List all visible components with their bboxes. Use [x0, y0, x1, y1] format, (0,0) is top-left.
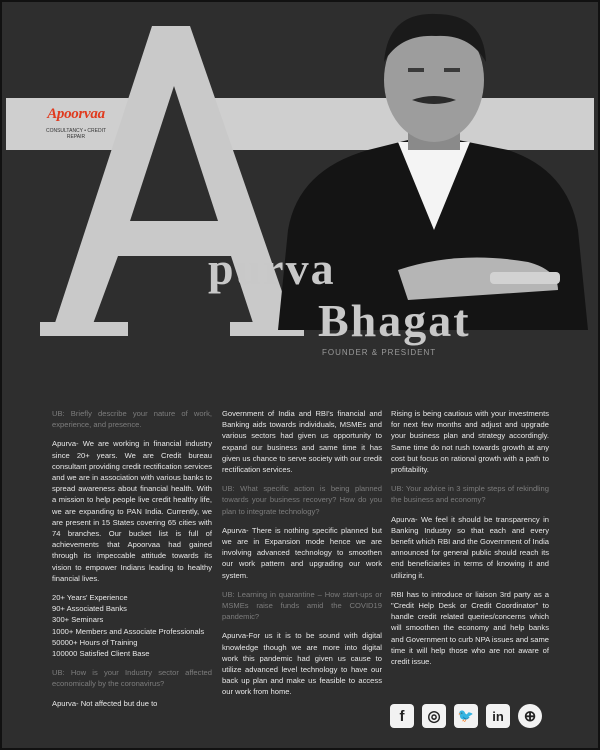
answer: Apurva- We feel it should be transparency in Banking Industry so that each and every benefit which RBI and the Government of India announced for general public should reach its end beneficiaries in terms of knowing it and utilizing it.: [391, 514, 549, 580]
facebook-icon[interactable]: f: [390, 704, 414, 728]
question: UB: Briefly describe your nature of work, experience, and presence.: [52, 409, 212, 430]
twitter-icon[interactable]: 🐦: [454, 704, 478, 728]
answer: Apurva- We are working in financial industry since 20+ years. We are Credit bureau consultant providing credit rectification services and we are in association with various banks to spread awareness about financial health. With a mission to help people live credit healthy life, we are expanding to PAN India. Currently, we are present in 15 States covering 65 cities with 74 branches. Our bucket list is full of achievements that Apoorvaa had gained through its impeccable attitude towards its vision to empower Indians leading to healthy financial lives.: [52, 439, 212, 583]
question: UB: What specific action is being planned towards your business recovery? How do you plan to integrate technology?: [222, 484, 382, 516]
answer: Government of India and RBI's financial and Banking aids towards individuals, MSMEs and various sectors had given us opportunity to expand our business and same time it has given us chance to serve society with our credit rectification services.: [222, 409, 382, 475]
question: UB: How is your Industry sector affected economically by the coronavirus?: [52, 668, 212, 689]
logo-tagline: CONSULTANCY • CREDIT REPAIR: [45, 128, 107, 140]
name-first: purva: [208, 243, 336, 294]
stats-list: [52, 592, 212, 659]
column-3: [391, 408, 549, 675]
answer: Apurva-For us it is to be sound with digital knowledge though we are more into digital work this pandemic had given us cause to utilize advanced level technology to have our back up plan and make us feasible to access our work from home.: [222, 631, 382, 697]
social-links: [390, 704, 542, 728]
stat-item: 90+ Associated Banks: [52, 604, 127, 614]
question: UB: Your advice in 3 simple steps of rekindling the business and economy?: [391, 484, 549, 505]
stat-item: 20+ Years' Experience: [52, 593, 128, 603]
answer: Rising is being cautious with your investments for next few months and adjust and upgrade your business plan and strategy accordingly. Same time do not rush towards growth at any cost but focus on rational growth with a path to profitability.: [391, 409, 549, 475]
apoorvaa-logo: [40, 104, 112, 144]
stat-item: 50000+ Hours of Training: [52, 637, 138, 647]
question: UB: Learning in quarantine – How start-ups or MSMEs raise funds amid the COVID19 pandemic?: [222, 589, 382, 622]
answer: RBI has to introduce or liaison 3rd party as a "Credit Help Desk or Credit Coordinator" to handle credit related queries/concerns which will smoothen the economy and help banks and Government to curb NPA issues and same time it will help those who are not aware of credit issue.: [391, 589, 549, 667]
column-2: [222, 408, 382, 706]
instagram-icon[interactable]: ◎: [422, 704, 446, 728]
stat-item: 1000+ Members and Associate Professionals: [52, 626, 205, 636]
answer: Apurva- Not affected but due to: [52, 698, 158, 708]
stat-item: 300+ Seminars: [52, 615, 104, 625]
column-1: [52, 408, 212, 717]
globe-icon[interactable]: ⊕: [518, 704, 542, 728]
stat-item: 100000 Satisfied Client Base: [52, 649, 150, 659]
answer: Apurva- There is nothing specific planned but we are in Expansion mode hence we are involving advanced technology to smoothen our work pattern and upgrading our work system.: [222, 525, 382, 580]
logo-text: Apoorvaa: [47, 106, 105, 122]
linkedin-icon[interactable]: in: [486, 704, 510, 728]
name-last: Bhagat: [318, 295, 471, 346]
person-title: FOUNDER & PRESIDENT: [322, 348, 437, 357]
